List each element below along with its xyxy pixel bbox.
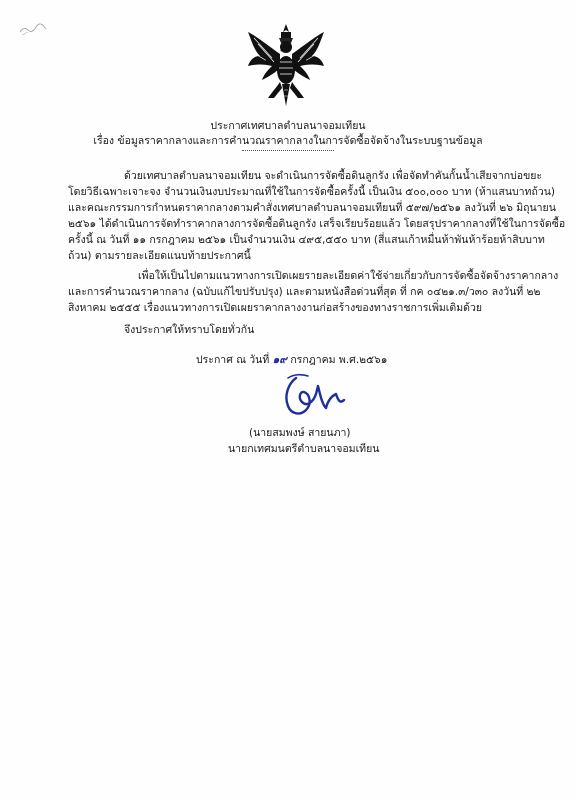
announcement-issuer: ประกาศเทศบาลตำบลนาจอมเทียน bbox=[210, 120, 366, 132]
paragraph-line: ๒๕๖๑ ได้ดำเนินการจัดทำราคากลางการจัดซื้อดินลูกรัง เสร็จเรียบร้อยแล้ว โดยสรุปราคากลางที่ใช้ในการจัดซื้อ bbox=[68, 218, 566, 230]
pen-mark-artifact bbox=[18, 22, 48, 38]
paragraph-line: โดยวิธีเฉพาะเจาะจง จำนวนเงินงบประมาณที่ใช้ในการจัดซื้อครั้งนี้ เป็นเงิน ๕๐๐,๐๐๐ บาท (ห้าแสนบาทถ้วน) bbox=[68, 186, 556, 198]
paragraph-line: ครั้งนี้ ณ วันที่ ๑๑ กรกฎาคม ๒๕๖๑ เป็นจำนวนเงิน ๔๙๕,๕๕๐ บาท (สี่แสนเก้าหมื่นห้าพันห้าร้อยห้าสิบบาท bbox=[68, 234, 545, 246]
closing-statement: จึงประกาศให้ทราบโดยทั่วกัน bbox=[124, 324, 255, 336]
handwritten-signature bbox=[274, 370, 354, 422]
header-divider bbox=[242, 150, 334, 151]
date-prefix: ประกาศ ณ วันที่ bbox=[196, 354, 270, 366]
paragraph-line: และการคำนวณราคากลาง (ฉบับแก้ไขปรับปรุง) และตามหนังสือด่วนที่สุด ที่ กค ๐๔๒๑.๓/ว๓๐ ลงวันที่ ๒๒ bbox=[68, 286, 541, 298]
signatory-title: นายกเทศมนตรีตำบลนาจอมเทียน bbox=[228, 443, 380, 455]
paragraph-line: และคณะกรรมการกำหนดราคากลางตามคำสั่งเทศบาลตำบลนาจอมเทียนที่ ๕๙๗/๒๕๖๑ ลงวันที่ ๒๖ มิถุนายน bbox=[68, 202, 556, 214]
announcement-subject: เรื่อง ข้อมูลราคากลางและการคำนวณราคากลางในการจัดซื้อจัดจ้างในระบบฐานข้อมูล bbox=[93, 135, 483, 147]
announcement-date bbox=[196, 353, 387, 367]
garuda-emblem-icon bbox=[246, 22, 326, 108]
signatory-name: (นายสมพงษ์ สายนภา) bbox=[249, 427, 351, 439]
handwritten-day: ๑๙ bbox=[272, 354, 287, 366]
paragraph-line: ด้วยเทศบาลตำบลนาจอมเทียน จะดำเนินการจัดซื้อดินลูกรัง เพื่อจัดทำคันกั้นน้ำเสียจากบ่อขยะ bbox=[124, 170, 543, 182]
paragraph-line: ถ้วน) ตามรายละเอียดแนบท้ายประกาศนี้ bbox=[68, 250, 251, 262]
paragraph-line: เพื่อให้เป็นไปตามแนวทางการเปิดเผยรายละเอียดค่าใช้จ่ายเกี่ยวกับการจัดซื้อจัดจ้างราคากลาง bbox=[138, 270, 559, 282]
paragraph-line: สิงหาคม ๒๕๕๕ เรื่องแนวทางการเปิดเผยราคากลางงานก่อสร้างของทางราชการเพิ่มเติมด้วย bbox=[68, 302, 482, 314]
date-month-year: กรกฎาคม พ.ศ.๒๕๖๑ bbox=[290, 354, 388, 366]
